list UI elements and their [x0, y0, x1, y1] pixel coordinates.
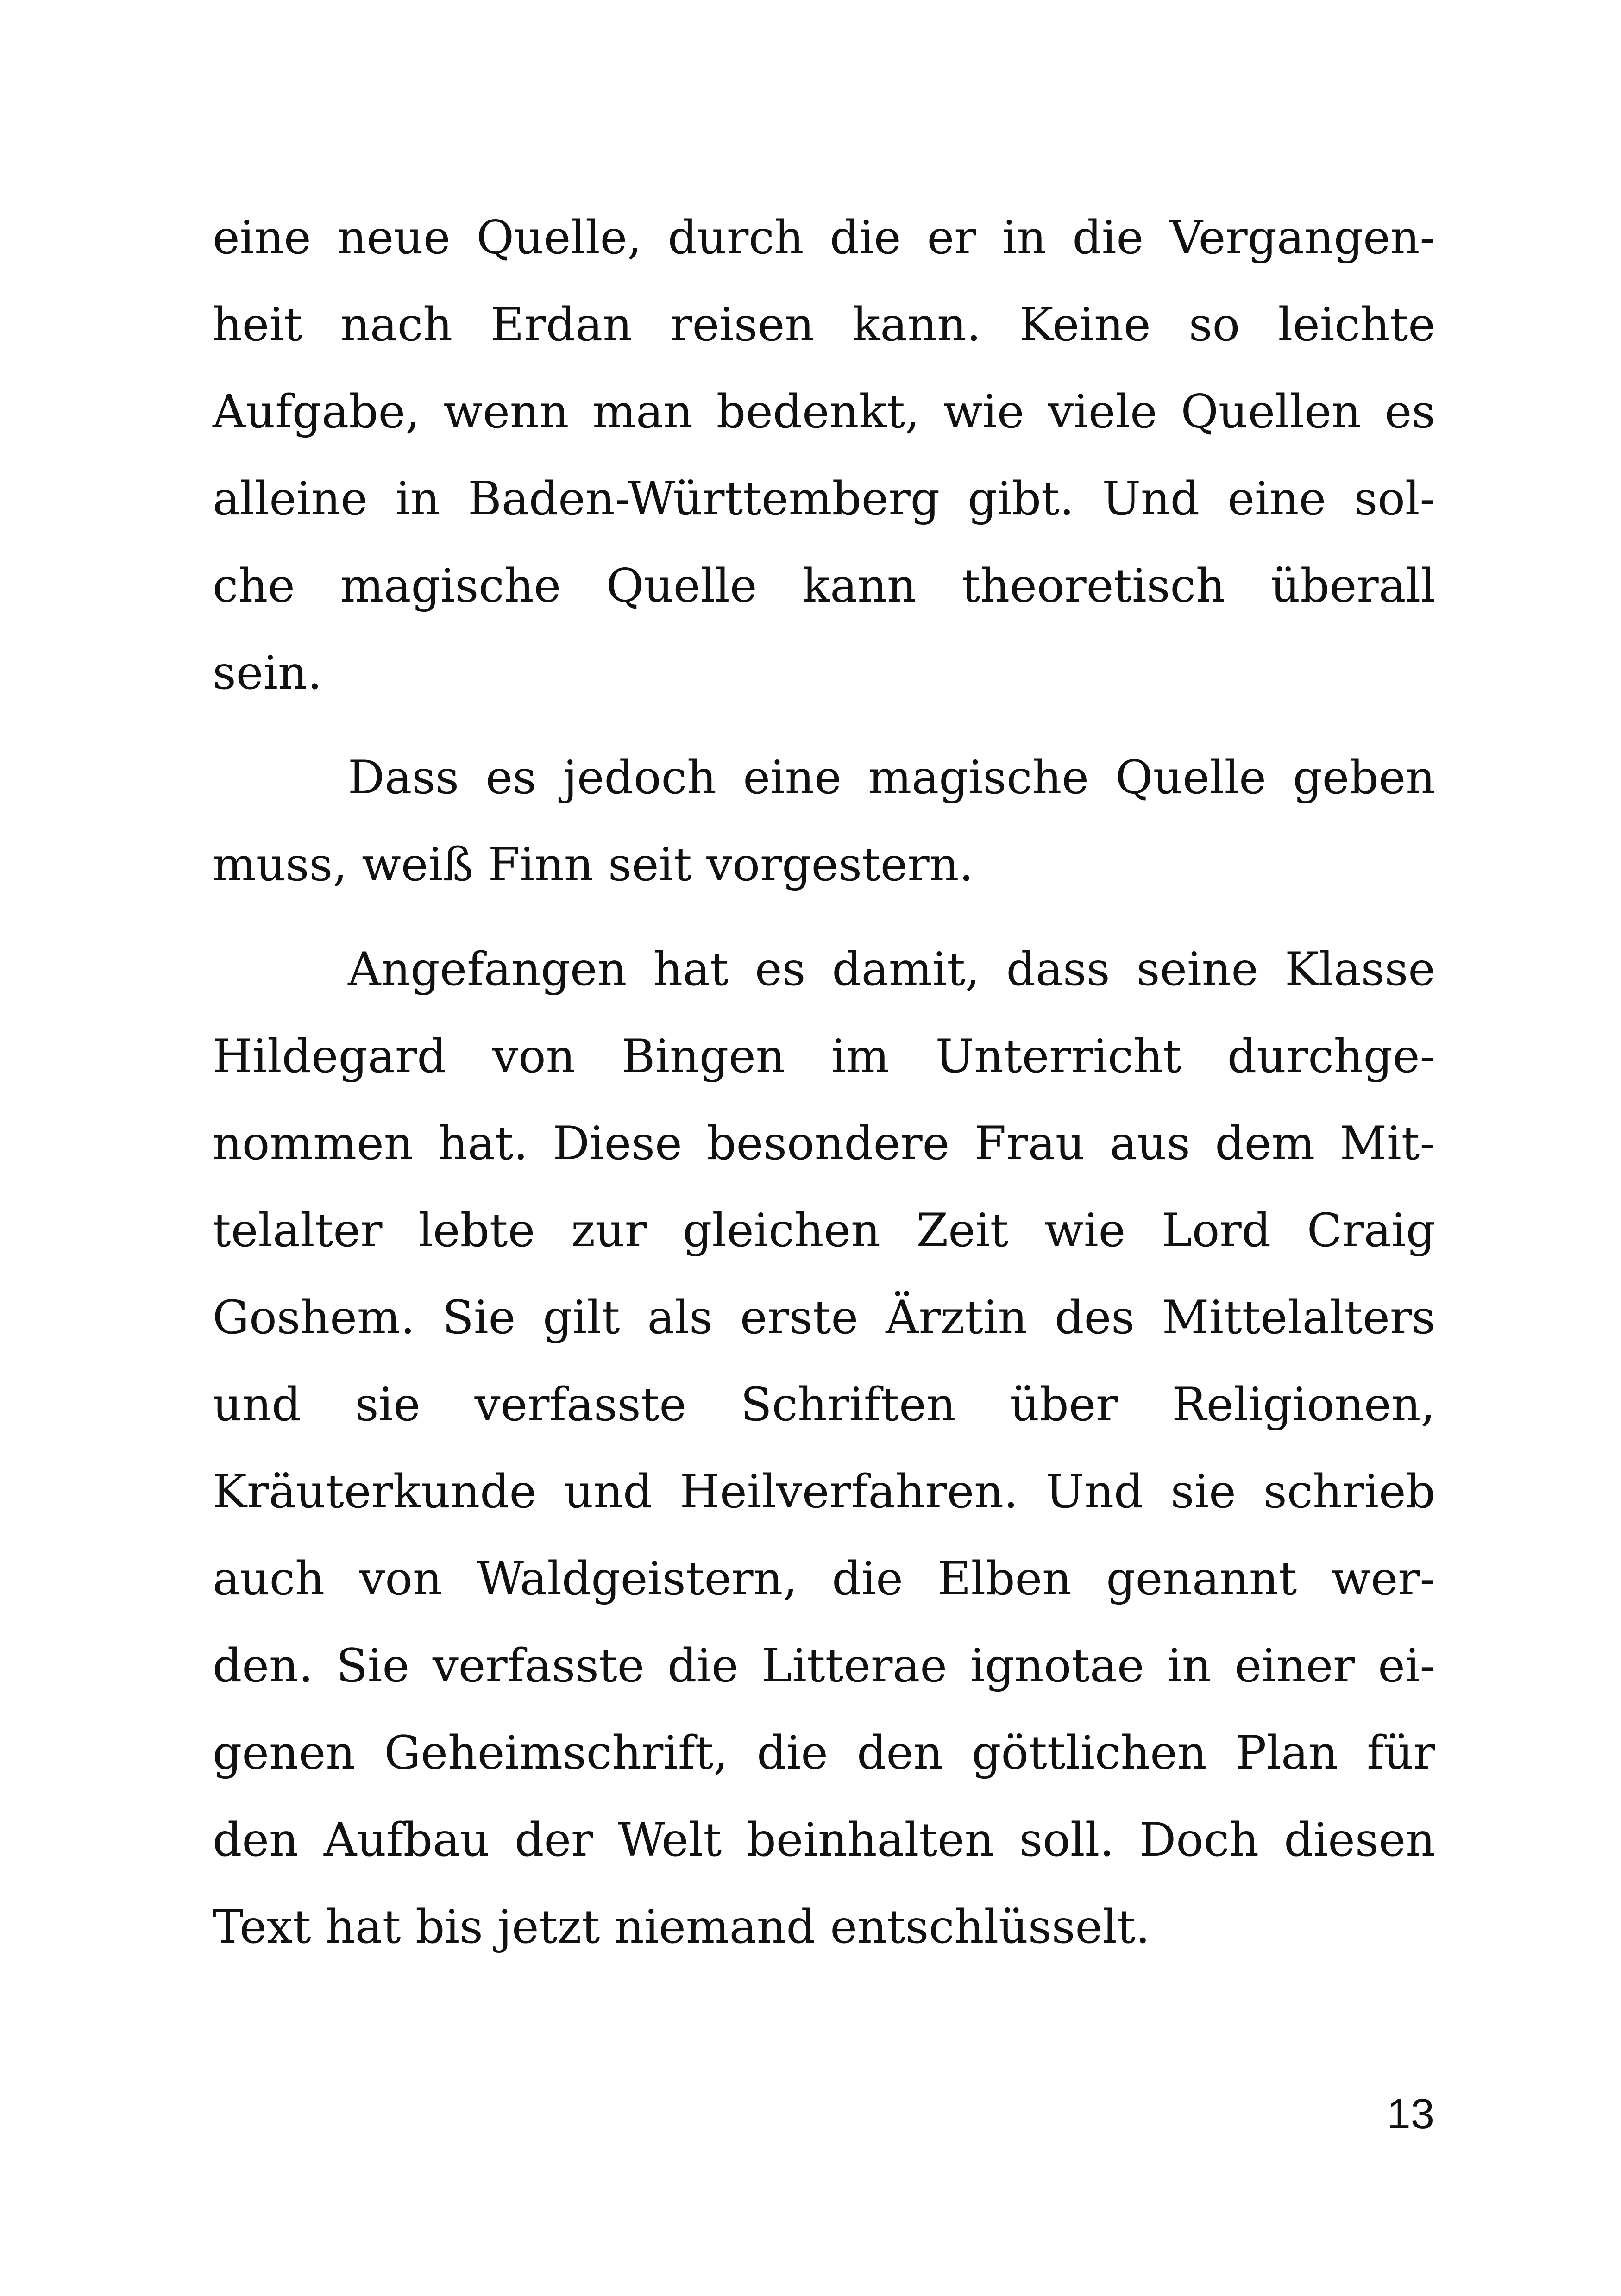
text-line: Dass es jedoch eine magische Quelle geben — [348, 751, 1435, 804]
text-line: muss, weiß Finn seit vorgestern. — [213, 838, 974, 891]
text-line: auch von Waldgeistern, die Elben genannt wer- — [213, 1552, 1435, 1606]
text-line: Aufgabe, wenn man bedenkt, wie viele Quellen es — [213, 385, 1435, 439]
paragraph-1 — [213, 194, 1435, 717]
page-number: 13 — [1387, 2090, 1434, 2138]
text-line: Hildegard von Bingen im Unterricht durchge- — [213, 1030, 1435, 1083]
text-line: che magische Quelle kann theoretisch überall — [213, 559, 1435, 613]
text-line: alleine in Baden-Württemberg gibt. Und eine sol- — [213, 472, 1435, 526]
body-text — [213, 194, 1435, 1971]
text-line: sein. — [213, 646, 322, 700]
text-line: nommen hat. Diese besondere Frau aus dem Mit- — [213, 1117, 1435, 1170]
text-line: eine neue Quelle, durch die er in die Vergangen- — [213, 211, 1435, 264]
paragraph-2 — [213, 734, 1435, 909]
text-line: heit nach Erdan reisen kann. Keine so leichte — [213, 298, 1435, 351]
paragraph-3 — [213, 926, 1435, 1971]
text-line: und sie verfasste Schriften über Religionen, — [213, 1378, 1435, 1431]
text-line: Text hat bis jetzt niemand entschlüsselt. — [213, 1901, 1150, 1954]
text-line: telalter lebte zur gleichen Zeit wie Lord Craig — [213, 1204, 1435, 1257]
text-line: Goshem. Sie gilt als erste Ärztin des Mittelalters — [213, 1291, 1435, 1344]
text-line: genen Geheimschrift, die den göttlichen Plan für — [213, 1726, 1435, 1780]
text-line: Kräuterkunde und Heilverfahren. Und sie schrieb — [213, 1465, 1435, 1518]
text-line: Angefangen hat es damit, dass seine Klasse — [348, 943, 1435, 996]
text-line: den. Sie verfasste die Litterae ignotae in einer ei- — [213, 1639, 1435, 1693]
text-line: den Aufbau der Welt beinhalten soll. Doch diesen — [213, 1813, 1435, 1867]
